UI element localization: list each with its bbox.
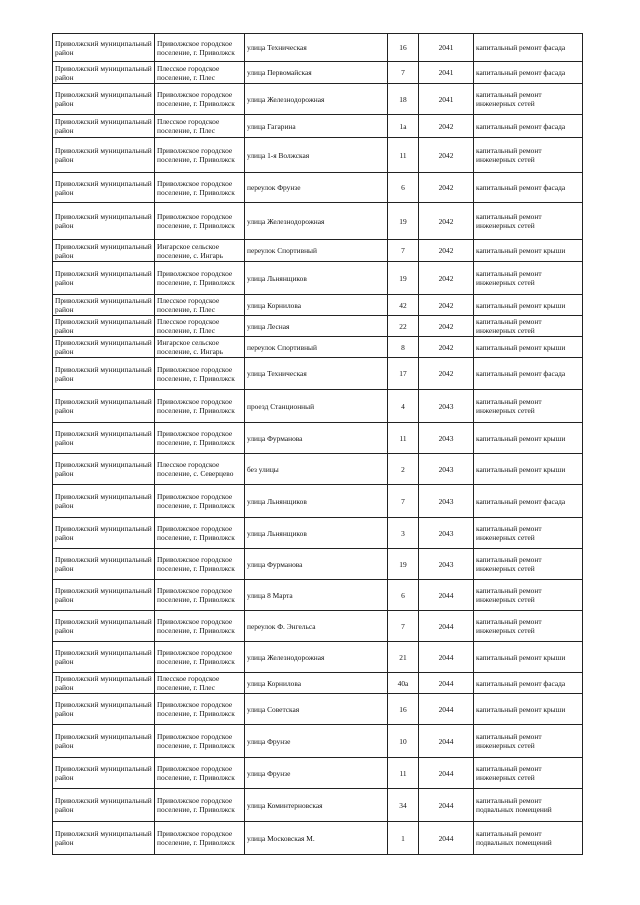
work-type-cell: капитальный ремонт крыши bbox=[474, 337, 583, 358]
year-cell: 2042 bbox=[419, 295, 474, 316]
district-cell: Приволжский муниципальный район bbox=[53, 316, 155, 337]
district-cell: Приволжский муниципальный район bbox=[53, 725, 155, 758]
year-cell: 2043 bbox=[419, 549, 474, 580]
table-row bbox=[53, 518, 583, 549]
year-cell: 2042 bbox=[419, 115, 474, 138]
street-cell: улица Корнилова bbox=[245, 673, 388, 694]
work-type-cell: капитальный ремонт инженерных сетей bbox=[474, 262, 583, 295]
district-cell: Приволжский муниципальный район bbox=[53, 673, 155, 694]
house-number-cell: 6 bbox=[388, 580, 419, 611]
year-cell: 2044 bbox=[419, 580, 474, 611]
settlement-cell: Приволжское городское поселение, г. Приволжск bbox=[155, 789, 245, 822]
work-type-cell: капитальный ремонт крыши bbox=[474, 240, 583, 262]
district-cell: Приволжский муниципальный район bbox=[53, 203, 155, 240]
district-cell: Приволжский муниципальный район bbox=[53, 822, 155, 855]
year-cell: 2043 bbox=[419, 423, 474, 454]
year-cell: 2043 bbox=[419, 390, 474, 423]
house-number-cell: 18 bbox=[388, 84, 419, 115]
year-cell: 2044 bbox=[419, 642, 474, 673]
year-cell: 2044 bbox=[419, 789, 474, 822]
table-body bbox=[53, 34, 583, 855]
house-number-cell: 1 bbox=[388, 822, 419, 855]
house-number-cell: 19 bbox=[388, 203, 419, 240]
work-type-cell: капитальный ремонт фасада bbox=[474, 173, 583, 203]
table-row bbox=[53, 358, 583, 390]
street-cell: проезд Станционный bbox=[245, 390, 388, 423]
table-row bbox=[53, 789, 583, 822]
work-type-cell: капитальный ремонт крыши bbox=[474, 454, 583, 485]
year-cell: 2044 bbox=[419, 694, 474, 725]
street-cell: улица Льнянщиков bbox=[245, 262, 388, 295]
table-row bbox=[53, 725, 583, 758]
table-row bbox=[53, 694, 583, 725]
year-cell: 2044 bbox=[419, 611, 474, 642]
house-number-cell: 16 bbox=[388, 694, 419, 725]
house-number-cell: 17 bbox=[388, 358, 419, 390]
district-cell: Приволжский муниципальный район bbox=[53, 337, 155, 358]
settlement-cell: Приволжское городское поселение, г. Приволжск bbox=[155, 758, 245, 789]
house-number-cell: 34 bbox=[388, 789, 419, 822]
district-cell: Приволжский муниципальный район bbox=[53, 454, 155, 485]
table-row bbox=[53, 84, 583, 115]
district-cell: Приволжский муниципальный район bbox=[53, 580, 155, 611]
street-cell: улица Железнодорожная bbox=[245, 203, 388, 240]
table-row bbox=[53, 758, 583, 789]
work-type-cell: капитальный ремонт инженерных сетей bbox=[474, 138, 583, 173]
table-row bbox=[53, 580, 583, 611]
district-cell: Приволжский муниципальный район bbox=[53, 62, 155, 84]
work-type-cell: капитальный ремонт крыши bbox=[474, 295, 583, 316]
year-cell: 2041 bbox=[419, 62, 474, 84]
table-row bbox=[53, 611, 583, 642]
street-cell: улица Первомайская bbox=[245, 62, 388, 84]
settlement-cell: Плесское городское поселение, с. Северцево bbox=[155, 454, 245, 485]
street-cell: улица Железнодорожная bbox=[245, 642, 388, 673]
house-number-cell: 7 bbox=[388, 62, 419, 84]
table-row bbox=[53, 34, 583, 62]
district-cell: Приволжский муниципальный район bbox=[53, 84, 155, 115]
settlement-cell: Приволжское городское поселение, г. Приволжск bbox=[155, 518, 245, 549]
table-row bbox=[53, 673, 583, 694]
settlement-cell: Плесское городское поселение, г. Плес bbox=[155, 673, 245, 694]
street-cell: улица Техническая bbox=[245, 358, 388, 390]
table-row bbox=[53, 822, 583, 855]
settlement-cell: Приволжское городское поселение, г. Приволжск bbox=[155, 84, 245, 115]
house-number-cell: 11 bbox=[388, 138, 419, 173]
district-cell: Приволжский муниципальный район bbox=[53, 34, 155, 62]
settlement-cell: Приволжское городское поселение, г. Приволжск bbox=[155, 262, 245, 295]
year-cell: 2042 bbox=[419, 203, 474, 240]
house-number-cell: 16 bbox=[388, 34, 419, 62]
street-cell: улица Фурманова bbox=[245, 549, 388, 580]
settlement-cell: Плесское городское поселение, г. Плес bbox=[155, 62, 245, 84]
house-number-cell: 6 bbox=[388, 173, 419, 203]
house-number-cell: 7 bbox=[388, 240, 419, 262]
street-cell: улица 8 Марта bbox=[245, 580, 388, 611]
district-cell: Приволжский муниципальный район bbox=[53, 642, 155, 673]
settlement-cell: Приволжское городское поселение, г. Приволжск bbox=[155, 611, 245, 642]
street-cell: улица Фрунзе bbox=[245, 758, 388, 789]
settlement-cell: Приволжское городское поселение, г. Приволжск bbox=[155, 642, 245, 673]
street-cell: улица Льнянщиков bbox=[245, 518, 388, 549]
work-type-cell: капитальный ремонт фасада bbox=[474, 115, 583, 138]
table-row bbox=[53, 390, 583, 423]
district-cell: Приволжский муниципальный район bbox=[53, 358, 155, 390]
year-cell: 2043 bbox=[419, 518, 474, 549]
settlement-cell: Приволжское городское поселение, г. Приволжск bbox=[155, 173, 245, 203]
street-cell: улица 1-я Волжская bbox=[245, 138, 388, 173]
year-cell: 2043 bbox=[419, 454, 474, 485]
district-cell: Приволжский муниципальный район bbox=[53, 549, 155, 580]
work-type-cell: капитальный ремонт инженерных сетей bbox=[474, 390, 583, 423]
street-cell: улица Фрунзе bbox=[245, 725, 388, 758]
settlement-cell: Приволжское городское поселение, г. Приволжск bbox=[155, 203, 245, 240]
year-cell: 2044 bbox=[419, 758, 474, 789]
work-type-cell: капитальный ремонт инженерных сетей bbox=[474, 611, 583, 642]
settlement-cell: Приволжское городское поселение, г. Приволжск bbox=[155, 549, 245, 580]
district-cell: Приволжский муниципальный район bbox=[53, 789, 155, 822]
table-row bbox=[53, 262, 583, 295]
house-number-cell: 2 bbox=[388, 454, 419, 485]
street-cell: улица Корнилова bbox=[245, 295, 388, 316]
house-number-cell: 21 bbox=[388, 642, 419, 673]
house-number-cell: 42 bbox=[388, 295, 419, 316]
settlement-cell: Приволжское городское поселение, г. Приволжск bbox=[155, 580, 245, 611]
work-type-cell: капитальный ремонт инженерных сетей bbox=[474, 549, 583, 580]
year-cell: 2042 bbox=[419, 337, 474, 358]
settlement-cell: Плесское городское поселение, г. Плес bbox=[155, 316, 245, 337]
district-cell: Приволжский муниципальный район bbox=[53, 485, 155, 518]
settlement-cell: Приволжское городское поселение, г. Приволжск bbox=[155, 485, 245, 518]
settlement-cell: Плесское городское поселение, г. Плес bbox=[155, 295, 245, 316]
settlement-cell: Приволжское городское поселение, г. Приволжск bbox=[155, 390, 245, 423]
table-row bbox=[53, 203, 583, 240]
settlement-cell: Плесское городское поселение, г. Плес bbox=[155, 115, 245, 138]
work-type-cell: капитальный ремонт инженерных сетей bbox=[474, 203, 583, 240]
work-type-cell: капитальный ремонт инженерных сетей bbox=[474, 518, 583, 549]
district-cell: Приволжский муниципальный район bbox=[53, 390, 155, 423]
street-cell: переулок Спортивный bbox=[245, 337, 388, 358]
year-cell: 2041 bbox=[419, 34, 474, 62]
year-cell: 2044 bbox=[419, 673, 474, 694]
district-cell: Приволжский муниципальный район bbox=[53, 758, 155, 789]
settlement-cell: Приволжское городское поселение, г. Приволжск bbox=[155, 34, 245, 62]
street-cell: улица Коминтерновская bbox=[245, 789, 388, 822]
work-type-cell: капитальный ремонт фасада bbox=[474, 485, 583, 518]
work-type-cell: капитальный ремонт инженерных сетей bbox=[474, 84, 583, 115]
year-cell: 2042 bbox=[419, 240, 474, 262]
house-number-cell: 11 bbox=[388, 758, 419, 789]
settlement-cell: Приволжское городское поселение, г. Приволжск bbox=[155, 694, 245, 725]
district-cell: Приволжский муниципальный район bbox=[53, 262, 155, 295]
street-cell: улица Московская М. bbox=[245, 822, 388, 855]
settlement-cell: Приволжское городское поселение, г. Приволжск bbox=[155, 138, 245, 173]
district-cell: Приволжский муниципальный район bbox=[53, 518, 155, 549]
house-number-cell: 7 bbox=[388, 485, 419, 518]
table-row bbox=[53, 115, 583, 138]
table-row bbox=[53, 62, 583, 84]
district-cell: Приволжский муниципальный район bbox=[53, 173, 155, 203]
district-cell: Приволжский муниципальный район bbox=[53, 115, 155, 138]
house-number-cell: 10 bbox=[388, 725, 419, 758]
year-cell: 2042 bbox=[419, 316, 474, 337]
year-cell: 2042 bbox=[419, 358, 474, 390]
year-cell: 2042 bbox=[419, 173, 474, 203]
street-cell: улица Лесная bbox=[245, 316, 388, 337]
work-type-cell: капитальный ремонт крыши bbox=[474, 642, 583, 673]
table-row bbox=[53, 138, 583, 173]
district-cell: Приволжский муниципальный район bbox=[53, 423, 155, 454]
district-cell: Приволжский муниципальный район bbox=[53, 240, 155, 262]
district-cell: Приволжский муниципальный район bbox=[53, 611, 155, 642]
year-cell: 2041 bbox=[419, 84, 474, 115]
year-cell: 2042 bbox=[419, 262, 474, 295]
year-cell: 2044 bbox=[419, 725, 474, 758]
street-cell: улица Советская bbox=[245, 694, 388, 725]
work-type-cell: капитальный ремонт подвальных помещений bbox=[474, 789, 583, 822]
house-number-cell: 8 bbox=[388, 337, 419, 358]
work-type-cell: капитальный ремонт фасада bbox=[474, 62, 583, 84]
settlement-cell: Приволжское городское поселение, г. Приволжск bbox=[155, 822, 245, 855]
street-cell: переулок Фрунзе bbox=[245, 173, 388, 203]
work-type-cell: капитальный ремонт фасада bbox=[474, 358, 583, 390]
work-type-cell: капитальный ремонт крыши bbox=[474, 694, 583, 725]
table-row bbox=[53, 173, 583, 203]
work-type-cell: капитальный ремонт инженерных сетей bbox=[474, 758, 583, 789]
district-cell: Приволжский муниципальный район bbox=[53, 138, 155, 173]
street-cell: улица Техническая bbox=[245, 34, 388, 62]
settlement-cell: Приволжское городское поселение, г. Приволжск bbox=[155, 358, 245, 390]
work-type-cell: капитальный ремонт инженерных сетей bbox=[474, 580, 583, 611]
table-row bbox=[53, 337, 583, 358]
district-cell: Приволжский муниципальный район bbox=[53, 295, 155, 316]
settlement-cell: Ингарское сельское поселение, с. Ингарь bbox=[155, 337, 245, 358]
house-number-cell: 7 bbox=[388, 611, 419, 642]
table-row bbox=[53, 423, 583, 454]
table-row bbox=[53, 485, 583, 518]
repair-schedule-table bbox=[52, 33, 583, 855]
street-cell: переулок Спортивный bbox=[245, 240, 388, 262]
house-number-cell: 11 bbox=[388, 423, 419, 454]
work-type-cell: капитальный ремонт инженерных сетей bbox=[474, 725, 583, 758]
settlement-cell: Ингарское сельское поселение, с. Ингарь bbox=[155, 240, 245, 262]
year-cell: 2042 bbox=[419, 138, 474, 173]
district-cell: Приволжский муниципальный район bbox=[53, 694, 155, 725]
table-row bbox=[53, 240, 583, 262]
street-cell: без улицы bbox=[245, 454, 388, 485]
table-row bbox=[53, 454, 583, 485]
street-cell: улица Льнянщиков bbox=[245, 485, 388, 518]
street-cell: улица Фурманова bbox=[245, 423, 388, 454]
work-type-cell: капитальный ремонт фасада bbox=[474, 34, 583, 62]
table-row bbox=[53, 642, 583, 673]
year-cell: 2044 bbox=[419, 822, 474, 855]
house-number-cell: 3 bbox=[388, 518, 419, 549]
street-cell: переулок Ф. Энгельса bbox=[245, 611, 388, 642]
house-number-cell: 22 bbox=[388, 316, 419, 337]
house-number-cell: 4 bbox=[388, 390, 419, 423]
table-row bbox=[53, 316, 583, 337]
work-type-cell: капитальный ремонт подвальных помещений bbox=[474, 822, 583, 855]
work-type-cell: капитальный ремонт инженерных сетей bbox=[474, 316, 583, 337]
year-cell: 2043 bbox=[419, 485, 474, 518]
settlement-cell: Приволжское городское поселение, г. Приволжск bbox=[155, 725, 245, 758]
work-type-cell: капитальный ремонт фасада bbox=[474, 673, 583, 694]
house-number-cell: 19 bbox=[388, 549, 419, 580]
table-row bbox=[53, 549, 583, 580]
house-number-cell: 1а bbox=[388, 115, 419, 138]
work-type-cell: капитальный ремонт крыши bbox=[474, 423, 583, 454]
settlement-cell: Приволжское городское поселение, г. Приволжск bbox=[155, 423, 245, 454]
table-row bbox=[53, 295, 583, 316]
street-cell: улица Железнодорожная bbox=[245, 84, 388, 115]
house-number-cell: 40а bbox=[388, 673, 419, 694]
house-number-cell: 19 bbox=[388, 262, 419, 295]
street-cell: улица Гагарина bbox=[245, 115, 388, 138]
